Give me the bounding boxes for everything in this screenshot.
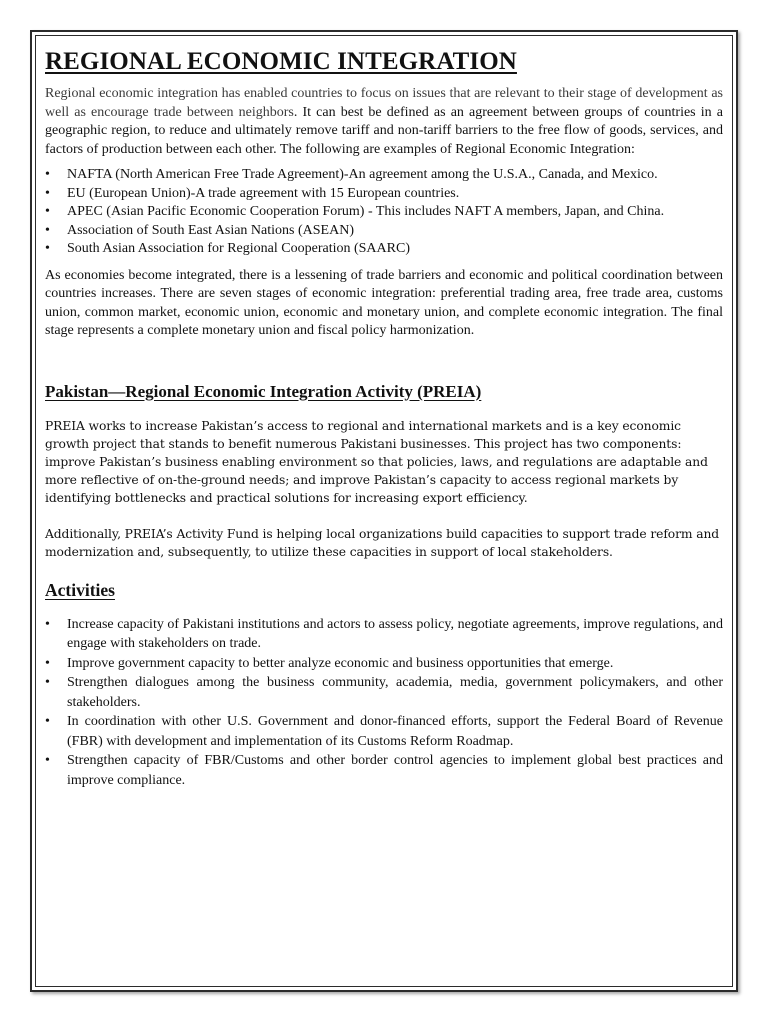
stages-paragraph: As economies become integrated, there is a lessening of trade barriers and economic and political coordination between countries increases. There are seven stages of economic integration: preferential trading area, free trade area, customs union, common market, economic union, economic and monetary union, and complete economic integration. The final stage represents a complete monetary union and fiscal policy harmonization. <box>45 267 723 338</box>
list-item-text: Strengthen capacity of FBR/Customs and other border control agencies to implement global best practices and improve compliance. <box>67 753 723 788</box>
bullet-icon: • <box>45 241 50 256</box>
list-item-text: APEC (Asian Pacific Economic Cooperation Forum) - This includes NAFT A members, Japan, and China. <box>67 204 665 219</box>
preia-heading: Pakistan—Regional Economic Integration Activity (PREIA) <box>45 381 482 401</box>
preia-section <box>45 417 723 561</box>
intro-text-part2: . It can best be defined as an agreement between groups of countries in a geographic region, to reduce and ultimately remove tariff and non-tariff barriers to the free flow of goods, services, and factors of production between each other. The following are examples of Regional Economic Integration: <box>45 104 724 157</box>
list-item <box>45 654 723 674</box>
document-body <box>45 47 723 798</box>
bullet-icon: • <box>45 222 50 238</box>
list-item-text: South Asian Association for Regional Cooperation (SAARC) <box>67 241 410 256</box>
list-item <box>45 222 723 241</box>
bullet-icon: • <box>45 714 50 729</box>
list-item-text: NAFTA (North American Free Trade Agreement)-An agreement among the U.S.A., Canada, and Mexico. <box>67 167 658 182</box>
intro-text-part1: Regional economic integration has enabled countries to focus on issues that are relevant to their stage of development as well as encourage trade between neighbors <box>45 86 723 120</box>
bullet-icon: • <box>45 655 50 671</box>
list-item-text: Increase capacity of Pakistani institutions and actors to assess policy, negotiate agreements, improve regulations, and engage with stakeholders on trade. <box>67 616 723 651</box>
bullet-icon: • <box>45 167 50 182</box>
list-item <box>45 240 723 259</box>
list-item <box>45 673 723 712</box>
list-item-text: Strengthen dialogues among the business community, academia, media, government policymakers, and other stakeholders. <box>67 675 723 710</box>
bullet-icon: • <box>45 616 50 632</box>
preia-paragraph-1: PREIA works to increase Pakistan’s access to regional and international markets and is a key economic growth project that stands to benefit numerous Pakistani businesses. This project has two components: improve Pakistan’s business enabling environment so that policies, laws, and regulations are adaptable and more reflective of on-the-ground needs; and improve Pakistan’s capacity to access regional markets by identifying bottlenecks and practical solutions for increasing export efficiency. <box>45 418 708 505</box>
activities-list <box>45 615 723 791</box>
list-item <box>45 203 723 222</box>
list-item-text: Association of South East Asian Nations (ASEAN) <box>67 222 354 238</box>
list-item <box>45 712 723 751</box>
bullet-icon: • <box>45 753 50 768</box>
preia-paragraph-2: Additionally, PREIA’s Activity Fund is helping local organizations build capacities to support trade reform and modernization and, subsequently, to utilize these capacities in support of local stakeholders. <box>45 526 720 559</box>
list-item-text: In coordination with other U.S. Government and donor-financed efforts, support the Federal Board of Revenue (FBR) with development and implementation of its Customs Reform Roadmap. <box>67 714 723 749</box>
list-item-text: Improve government capacity to better analyze economic and business opportunities that emerge. <box>67 655 614 671</box>
bullet-icon: • <box>45 675 50 690</box>
activities-heading: Activities <box>45 579 115 600</box>
examples-list <box>45 166 723 259</box>
bullet-icon: • <box>45 185 50 201</box>
intro-paragraph <box>45 85 723 159</box>
list-item <box>45 185 723 204</box>
list-item <box>45 751 723 790</box>
list-item <box>45 166 723 185</box>
bullet-icon: • <box>45 204 50 219</box>
document-title: REGIONAL ECONOMIC INTEGRATION <box>45 48 517 75</box>
list-item-text: EU (European Union)-A trade agreement with 15 European countries. <box>67 185 460 201</box>
list-item <box>45 615 723 654</box>
